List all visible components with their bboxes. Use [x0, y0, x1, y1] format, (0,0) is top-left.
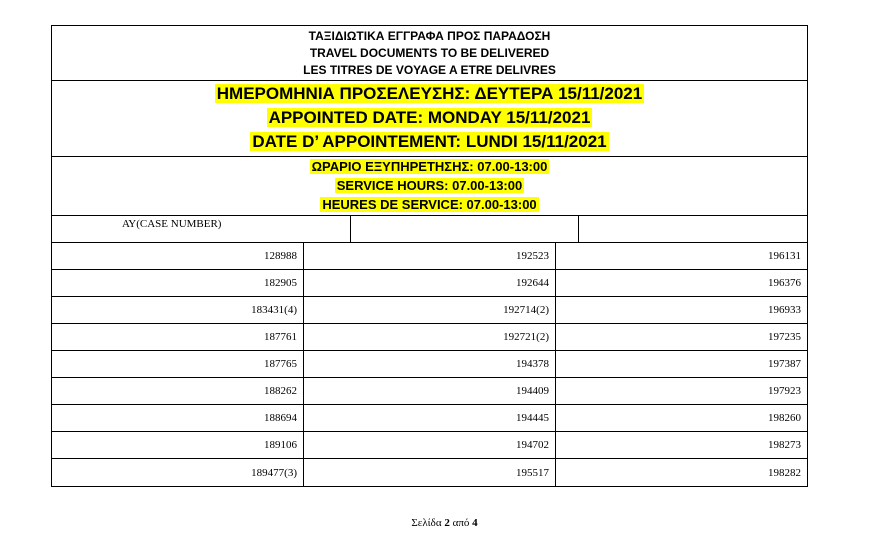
header-cell-2 [351, 216, 580, 242]
table-row [52, 405, 807, 432]
case-number-cell: 192523 [304, 243, 556, 269]
table-row [52, 243, 807, 270]
case-number-cell: 187761 [52, 324, 304, 350]
table-row [52, 459, 807, 486]
header-row [52, 216, 807, 243]
hours-greek: ΩΡΑΡΙΟ ΕΞΥΠΗΡΕΤΗΣΗΣ: 07.00-13:00 [311, 159, 548, 174]
case-number-cell: 198273 [768, 439, 801, 451]
date-french: DATE D’ APPOINTEMENT: LUNDI 15/11/2021 [252, 132, 607, 151]
case-number-cell: 189477(3) [52, 459, 304, 486]
table-row [52, 297, 807, 324]
table-row [52, 378, 807, 405]
table-row [52, 324, 807, 351]
header-cell-case-number: ΑΥ(CASE NUMBER) [52, 216, 351, 242]
case-number-cell: 198282 [768, 466, 801, 479]
case-number-cell: 197235 [768, 331, 801, 343]
case-number-cell: 187765 [52, 351, 304, 377]
title-block [52, 26, 807, 81]
table-row [52, 270, 807, 297]
case-number-cell: 192644 [304, 270, 556, 296]
case-number-cell: 192721(2) [304, 324, 556, 350]
date-block [52, 81, 807, 157]
header-cell-3 [579, 216, 807, 242]
document-table [51, 25, 808, 487]
footer-page-number: 2 [444, 517, 450, 529]
title-english: TRAVEL DOCUMENTS TO BE DELIVERED [309, 46, 550, 60]
case-number-cell: 198260 [768, 412, 801, 424]
table-row [52, 432, 807, 459]
title-greek: ΤΑΞΙΔΙΩΤΙΚΑ ΕΓΓΡΑΦΑ ΠΡΟΣ ΠΑΡΑΔΟΣΗ [308, 29, 551, 43]
case-number-cell: 189106 [52, 432, 304, 458]
case-number-cell: 182905 [52, 270, 304, 296]
case-number-cell: 197923 [768, 385, 801, 397]
case-number-cell: 196933 [768, 304, 801, 316]
case-number-cell: 188694 [52, 405, 304, 431]
footer-prefix: Σελίδα [411, 517, 445, 529]
case-number-cell: 192714(2) [304, 297, 556, 323]
case-number-cell: 183431(4) [52, 297, 304, 323]
date-greek: ΗΜΕΡΟΜΗΝΙΑ ΠΡΟΣΕΛΕΥΣΗΣ: ΔΕΥΤΕΡΑ 15/11/2021 [216, 84, 643, 103]
case-number-grid [52, 216, 807, 486]
table-row [52, 351, 807, 378]
title-french: LES TITRES DE VOYAGE A ETRE DELIVRES [303, 63, 556, 77]
case-number-cell: 195517 [304, 459, 556, 486]
page-footer [0, 517, 889, 529]
hours-french: HEURES DE SERVICE: 07.00-13:00 [322, 197, 537, 212]
date-english: APPOINTED DATE: MONDAY 15/11/2021 [268, 108, 591, 127]
case-number-cell: 196131 [768, 250, 801, 262]
footer-middle: από [449, 517, 473, 529]
case-number-cell: 128988 [52, 243, 304, 269]
case-number-cell: 194378 [304, 351, 556, 377]
hours-english: SERVICE HOURS: 07.00-13:00 [336, 178, 523, 193]
case-number-cell: 194702 [304, 432, 556, 458]
case-number-cell: 197387 [768, 358, 801, 370]
footer-total-pages: 4 [472, 517, 478, 529]
case-number-cell: 194409 [304, 378, 556, 404]
case-number-cell: 196376 [768, 277, 801, 289]
case-number-cell: 194445 [304, 405, 556, 431]
hours-block [52, 157, 807, 216]
case-number-cell: 188262 [52, 378, 304, 404]
